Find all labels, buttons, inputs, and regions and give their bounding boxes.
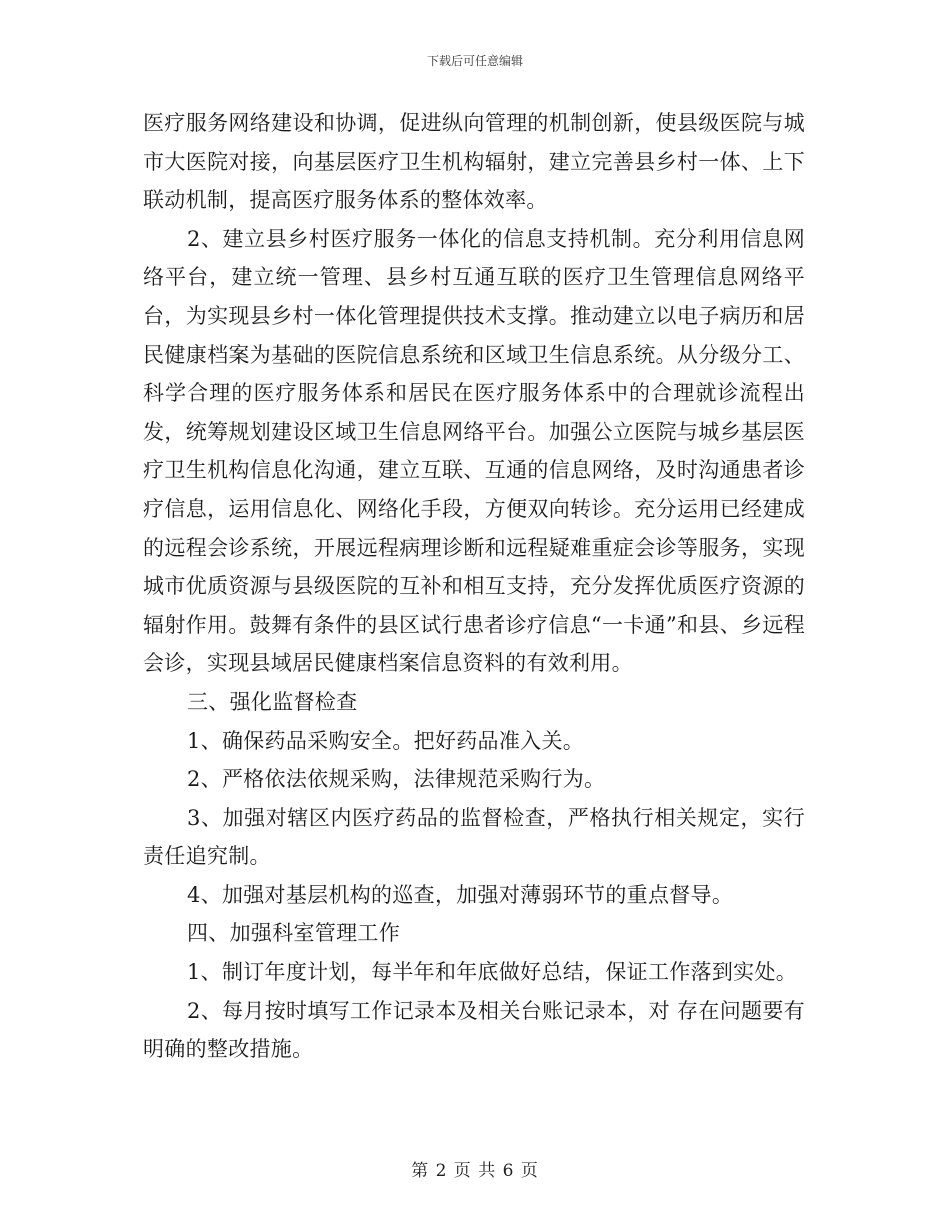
- list-item: 1、制订年度计划，每半年和年底做好总结，保证工作落到实处。: [187, 960, 798, 985]
- page-header: 下载后可任意编辑: [426, 54, 523, 68]
- section-heading: 四、加强科室管理工作: [187, 921, 400, 946]
- list-item: 1、确保药品采购安全。把好药品准入关。: [187, 728, 585, 753]
- list-item: 4、加强对基层机构的巡查，加强对薄弱环节的重点督导。: [187, 882, 734, 907]
- paragraph: 医疗服务网络建设和协调，促进纵向管理的机制创新，使县级医院与城市大医院对接，向基层医疗卫生机构辐射，建立完善县乡村一体、上下联动机制，提高医疗服务体系的整体效率。: [143, 111, 805, 213]
- section-heading: 三、强化监督检查: [187, 689, 358, 714]
- page-number: 第 2 页 共 6 页: [411, 1161, 539, 1181]
- document-body: [143, 104, 805, 1069]
- list-item: 2、严格依法依规采购，法律规范采购行为。: [187, 767, 606, 792]
- list-item: 2、每月按时填写工作记录本及相关台账记录本，对 存在问题要有明确的整改措施。: [143, 998, 805, 1062]
- list-item: 3、加强对辖区内医疗药品的监督检查，严格执行相关规定，实行责任追究制。: [143, 805, 805, 869]
- paragraph: 2、建立县乡村医疗服务一体化的信息支持机制。充分利用信息网络平台，建立统一管理、县乡村互通互联的医疗卫生管理信息网络平台，为实现县乡村一体化管理提供技术支撑。推动建立以电子病历和居民健康档案为基础的医院信息系统和区域卫生信息系统。从分级分工、科学合理的医疗服务体系和居民在医疗服务体系中的合理就诊流程出发，统筹规划建设区域卫生信息网络平台。加强公立医院与城乡基层医疗卫生机构信息化沟通，建立互联、互通的信息网络，及时沟通患者诊疗信息，运用信息化、网络化手段，方便双向转诊。充分运用已经建成的远程会诊系统，开展远程病理诊断和远程疑难重症会诊等服务，实现城市优质资源与县级医院的互补和相互支持，充分发挥优质医疗资源的辐射作用。鼓舞有条件的县区试行患者诊疗信息“一卡通”和县、乡远程会诊，实现县域居民健康档案信息资料的有效利用。: [143, 226, 805, 676]
